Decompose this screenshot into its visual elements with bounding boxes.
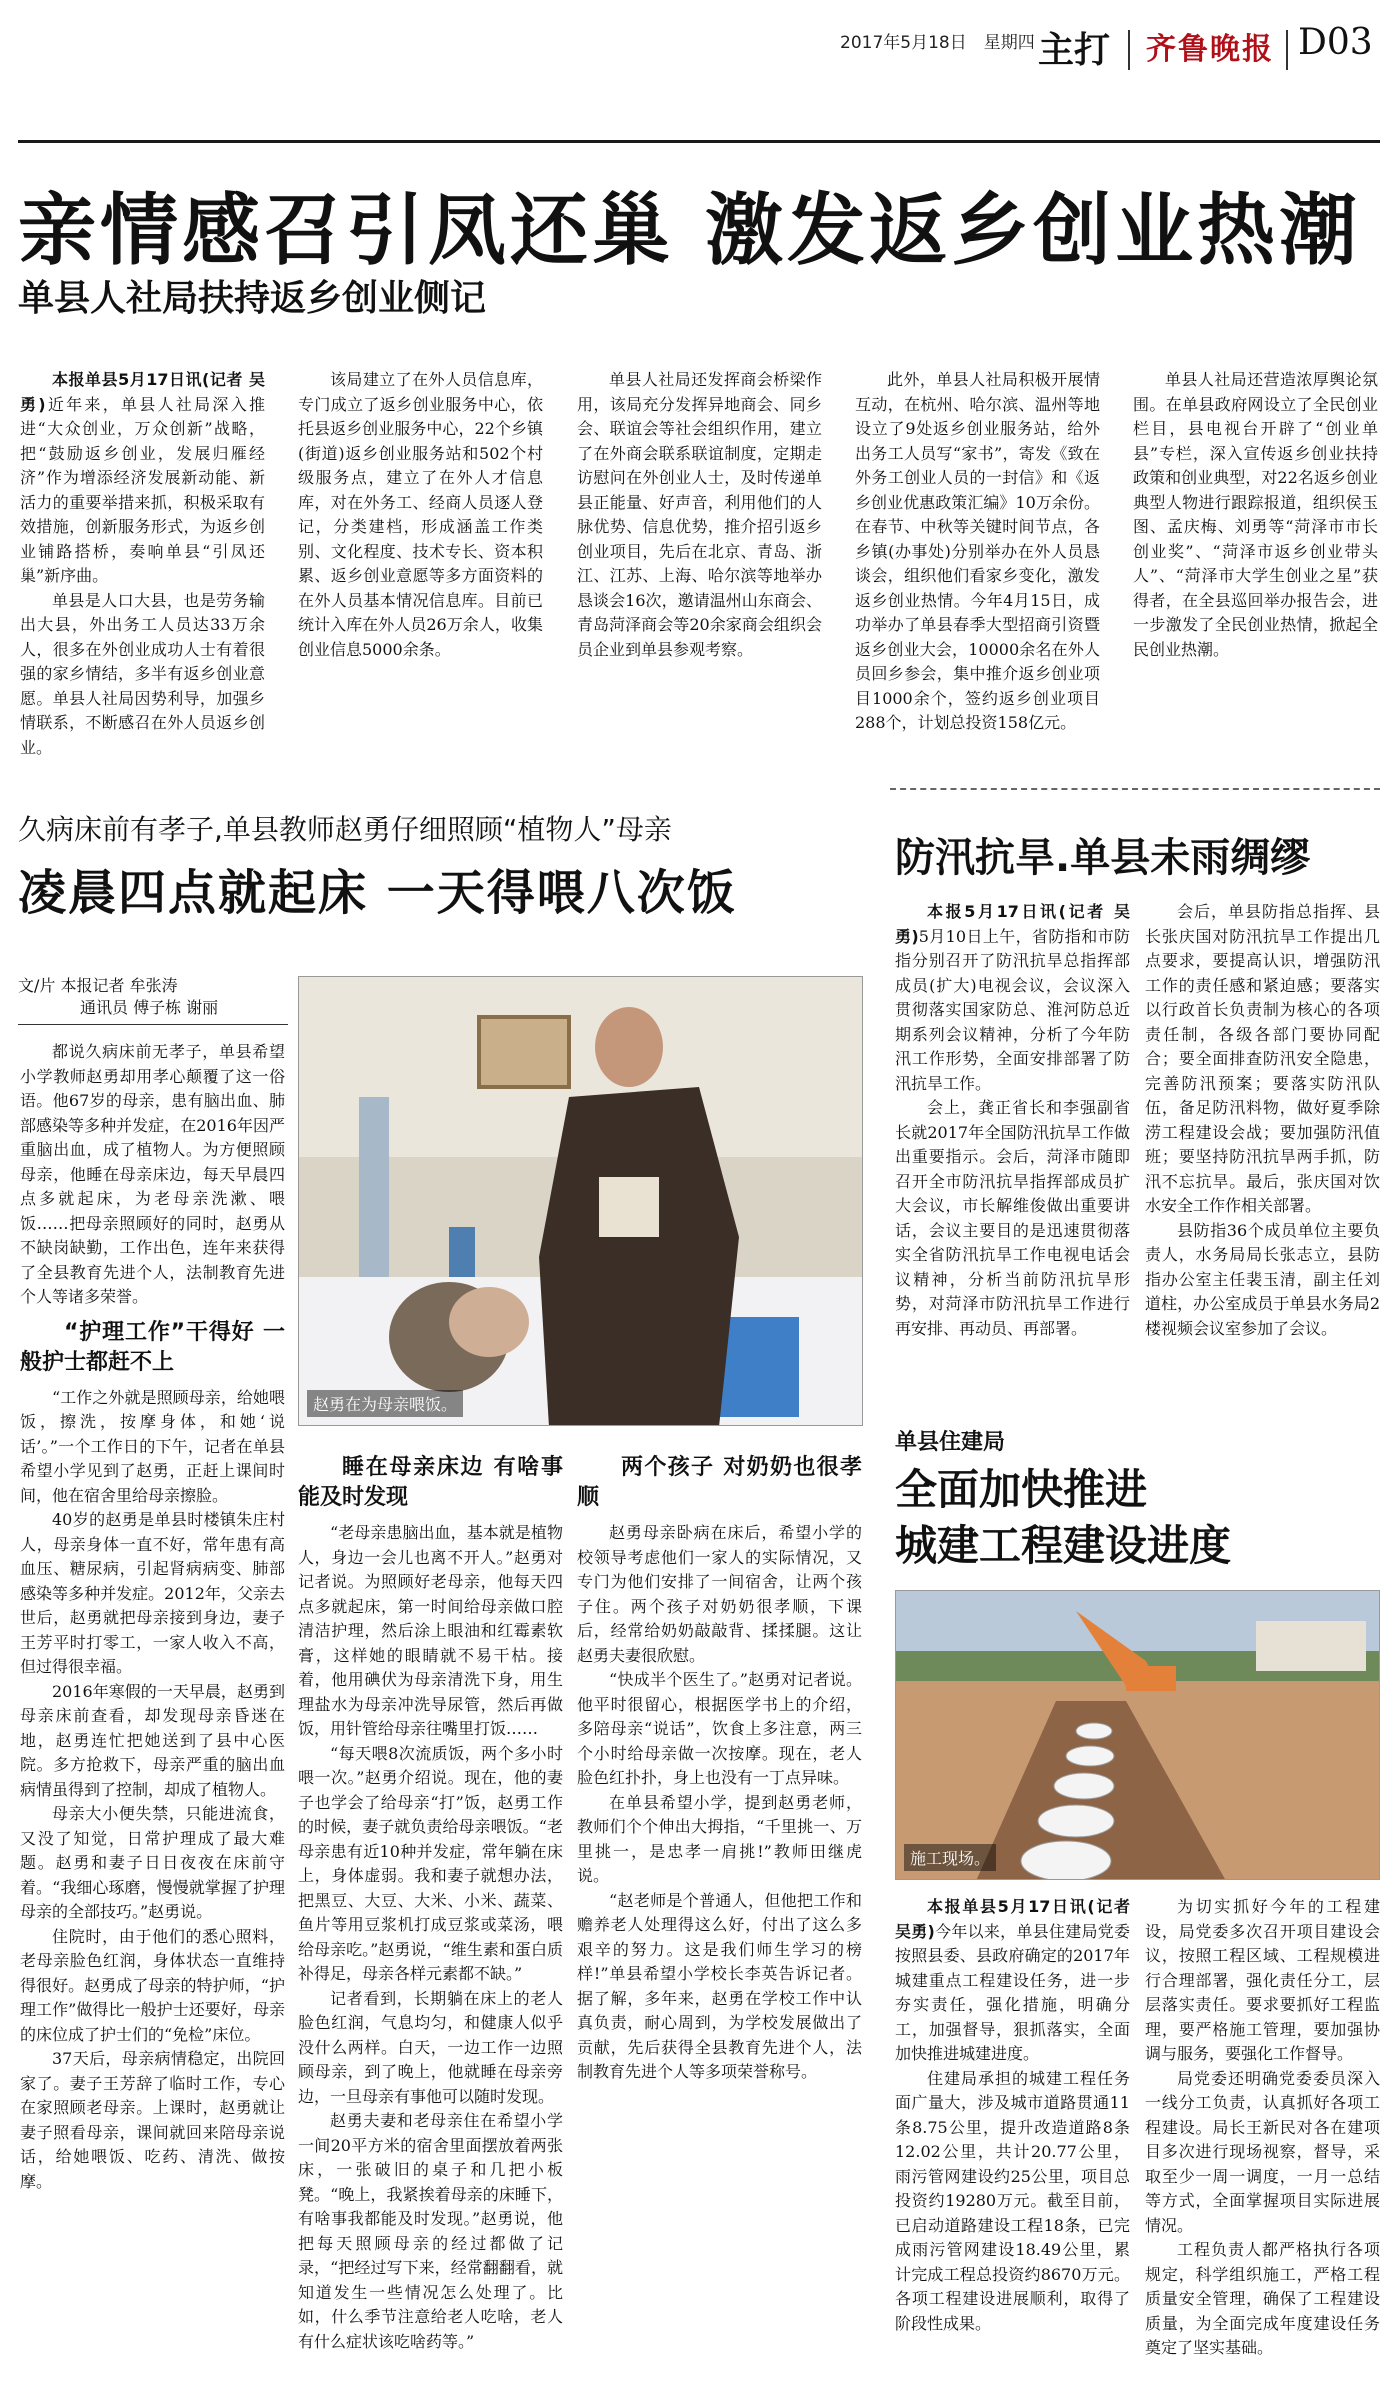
- masthead: [0, 18, 1395, 78]
- story3-byline: 本报5月17日讯(记者 吴勇): [895, 902, 1130, 946]
- lead-column-4: [855, 368, 1100, 768]
- lead-column-1: 本报单县5月17日讯(记者 吴勇)近年来，单县人社局深入推进“大众创业，万众创新”战略，把“鼓励返乡创业，发展归雁经济”作为增添经济发展新动能、新活力的重要举措来抓，积极采取有效措施，创新服务形式，为返乡创业铺路搭桥，奏响单县“引凤还巢”新序曲。 单县是人口大县，也是劳务输出大县，外出务工人员达33万余人，很多在外创业成功人士有着很强的家乡情结，多半有返乡创业意愿。单县人社局因势利导，加强乡情联系，不断感召在外人员返乡创业。: [20, 368, 265, 768]
- issue-date: 2017年5月18日 星期四: [840, 33, 1035, 53]
- photo-caption: 施工现场。: [904, 1844, 996, 1871]
- story2-column-3: 两个孩子 对奶奶也很孝顺 赵勇母亲卧病在床后，希望小学的校领导考虑他们一家人的实际情况，又专门为他们安排了一间宿舍，让两个孩子住。两个孩子对奶奶很孝顺，下课后，经常给奶奶敲敲背、揉揉腿。这让赵勇夫妻很欣慰。 “快成半个医生了。”赵勇对记者说。他平时很留心，根据医学书上的介绍，多陪母亲“说话”，饮食上多注意，两三个小时给母亲做一次按摩。现在，老人脸色红扑扑，身上也没有一丁点异味。 在单县希望小学，提到赵勇老师，教师们个个伸出大拇指，“千里挑一、万里挑一，是忠孝一肩挑!”教师田继虎说。 “赵老师是个普通人，但他把工作和赡养老人处理得这么好，付出了这么多艰辛的努力。这是我们师生学习的榜样!”单县希望小学校长李英告诉记者。据了解，多年来，赵勇在学校工作中认真负责，耐心周到，为学校发展做出了贡献，先后获得全县教育先进个人，法制教育先进个人等多项荣誉称号。: [577, 1455, 862, 2081]
- construction-photo: [895, 1590, 1380, 1880]
- page-number: D03: [1298, 22, 1373, 63]
- lead-byline: 本报单县5月17日讯(记者 吴勇): [20, 370, 265, 414]
- mother-care-photo: [298, 976, 863, 1426]
- story2-subhead-3: 两个孩子 对奶奶也很孝顺: [577, 1455, 862, 1510]
- photo-illustration: [299, 977, 863, 1426]
- story2-column-1: 都说久病床前无孝子，单县希望小学教师赵勇却用孝心颠覆了这一俗语。他67岁的母亲，患有脑出血、肺部感染等多种并发症，在2016年因严重脑出血，成了植物人。为方便照顾母亲，他睡在母亲床边，每天早晨四点多就起床，为老母亲洗漱、喂饭……把母亲照顾好的同时，赵勇从不缺岗缺勤，工作出色，连年来获得了全县教育先进个人，法制教育先进个人等诸多荣誉。 “护理工作”干得好 一般护士都赶不上 “工作之外就是照顾母亲，给她喂饭，擦洗，按摩身体，和她‘说话’。”一个工作日的下午，记者在单县希望小学见到了赵勇，正赶上课间时间，他在宿舍里给母亲擦脸。 40岁的赵勇是单县时楼镇朱庄村人，母亲身体一直不好，常年患有高血压、糖尿病，引起肾病病变、肺部感染等多种并发症。2012年，父亲去世后，赵勇就把母亲接到身边，妻子王芳平时打零工，一家人收入不高，但过得很幸福。 2016年寒假的一天早晨，赵勇到母亲床前查看，却发现母亲昏迷在地，赵勇连忙把她送到了县中心医院。多方抢救下，母亲严重的脑出血病情虽得到了控制，却成了植物人。 母亲大小便失禁，只能进流食，又没了知觉，日常护理成了最大难题。赵勇和妻子日日夜夜在床前守着。“我细心琢磨，慢慢就掌握了护理母亲的全部技巧。”赵勇说。 住院时，由于他们的悉心照料，老母亲脸色红润，身体状态一直维持得很好。赵勇成了母亲的特护师，“护理工作”做得比一般护士还要好，母亲的床位成了护士们的“免检”床位。 37天后，母亲病情稳定，出院回家了。妻子王芳辞了临时工作，专心在家照顾老母亲。上课时，赵勇就让妻子照看母亲，课间就回来陪母亲说话，给她喂饭、吃药、清洗、做按摩。: [20, 1042, 285, 2191]
- credit-rule: [18, 1024, 288, 1025]
- photo-illustration: [896, 1591, 1380, 1880]
- top-rule: [18, 140, 1380, 143]
- lead-subheadline: 单县人社局扶持返乡创业侧记: [18, 278, 487, 319]
- story4-headline: 全面加快推进 城建工程建设进度: [895, 1465, 1232, 1570]
- section-name: 主打: [1038, 30, 1111, 71]
- lead-paragraph: 此外，单县人社局积极开展情互动，在杭州、哈尔滨、温州等地设立了9处返乡创业服务站，给外出务工人员写“家书”，寄发《致在外务工创业人员的一封信》和《返乡创业优惠政策汇编》10万余份。在春节、中秋等关键时间节点，各乡镇(办事处)分别举办在外人员恳谈会，组织他们看家乡变化，激发返乡创业热情。今年4月15日，成功举办了单县春季大型招商引资暨返乡创业大会，10000余名在外人员回乡参会，集中推介返乡创业项目1000余个，签约返乡创业项目288个，计划总投资158亿元。: [855, 370, 1100, 732]
- story4-column-2: 为切实抓好今年的工程建设，局党委多次召开项目建设会议，按照工程区域、工程规模进行合理部署，强化责任分工，层层落实责任。要求要抓好工程监理，要严格施工管理，要加强协调与服务，要强化工作督导。 局党委还明确党委委员深入一线分工负责，认真抓好各项工程建设。局长王新民对各在建项目多次进行现场视察，督导，采取至少一周一调度，一月一总结等方式，全面掌握项目实际进展情况。 工程负责人都严格执行各项规定，科学组织施工，严格工程质量安全管理，确保了工程建设质量，为全面完成年度建设任务奠定了坚实基础。: [1145, 1897, 1380, 2357]
- lead-paragraph: 单县人社局还营造浓厚舆论氛围。在单县政府网设立了全民创业栏目，县电视台开辟了“创业单县”专栏，深入宣传返乡创业扶持政策和创业典型，对22名返乡创业典型人物进行跟踪报道，组织侯玉图、孟庆梅、刘勇等“菏泽市市长创业奖”、“菏泽市返乡创业带头人”、“菏泽市大学生创业之星”获得者，在全县巡回举办报告会，进一步激发了全民创业热情，掀起全民创业热潮。: [1133, 370, 1378, 659]
- story2-column-2: 睡在母亲床边 有啥事能及时发现 “老母亲患脑出血，基本就是植物人，身边一会儿也离不开人。”赵勇对记者说。为照顾好老母亲，他每天四点多就起床，第一时间给母亲做口腔清洁护理，然后涂上眼油和红霉素软膏，这样她的眼睛就不易干枯。接着，他用碘伏为母亲清洗下身，用生理盐水为母亲冲洗导尿管，然后再做饭，用针管给母亲往嘴里打饭…… “每天喂8次流质饭，两个多小时喂一次。”赵勇介绍说。现在，他的妻子也学会了给母亲“打”饭，赵勇工作的时候，妻子就负责给母亲喂饭。“老母亲患有近10种并发症，常年躺在床上，身体虚弱。我和妻子就想办法，把黑豆、大豆、大米、小米、蔬菜、鱼片等用豆浆机打成豆浆或菜汤，喂给母亲吃。”赵勇说，“维生素和蛋白质补得足，母亲各样元素都不缺。” 记者看到，长期躺在床上的老人脸色红润，气息均匀，和健康人似乎没什么两样。白天，一边工作一边照顾母亲，到了晚上，他就睡在母亲旁边，一旦母亲有事他可以随时发现。 赵勇夫妻和老母亲住在希望小学一间20平方米的宿舍里面摆放着两张床，一张破旧的桌子和几把小板凳。“晚上，我紧挨着母亲的床睡下，有啥事我都能及时发现。”赵勇说，他把每天照顾母亲的经过都做了记录，“把经过写下来，经常翻翻看，就知道发生一些情况怎么处理了。比如，什么季节注意给老人吃啥，老人有什么症状该吃啥药等。”: [298, 1455, 563, 2351]
- lead-paragraph: 单县人社局还发挥商会桥梁作用，该局充分发挥异地商会、同乡会、联谊会等社会组织作用，建立了在外商会联系联谊制度，定期走访慰问在外创业人士，及时传递单县正能量、好声音，利用他们的人脉优势、信息优势，推介招引返乡创业项目，先后在北京、青岛、浙江、江苏、上海、哈尔滨等地举办恳谈会16次，邀请温州山东商会、青岛菏泽商会等20余家商会组织会员企业到单县参观考察。: [577, 370, 822, 659]
- story2-credit: 文/片 本报记者 牟张涛 通讯员 傅子栋 谢丽: [18, 976, 219, 1017]
- lead-paragraph: 单县是人口大县，也是劳务输出大县，外出务工人员达33万余人，很多在外创业成功人士有着很强的家乡情结，多半有返乡创业意愿。单县人社局因势利导，加强乡情联系，不断感召在外人员返乡创业。: [20, 590, 265, 757]
- lead-column-5: [1133, 368, 1378, 768]
- lead-column-3: [577, 368, 822, 768]
- story4-byline: 本报单县5月17日讯(记者 吴勇): [895, 1897, 1130, 1941]
- story3-column-1: 本报5月17日讯(记者 吴勇)5月10日上午，省防指和市防指分别召开了防汛抗旱总指挥部成员(扩大)电视会议，会议深入贯彻落实国家防总、淮河防总近期系列会议精神，分析了今年防汛工作形势，全面安排部署了防汛抗旱工作。 会上，龚正省长和李强副省长就2017年全国防汛抗旱工作做出重要指示。会后，菏泽市随即召开全市防汛抗旱指挥部成员扩大会议，市长解维俊做出重要讲话，会议主要目的是迅速贯彻落实全省防汛抗旱工作电视电话会议精神，分析当前防汛抗旱形势，对菏泽市防汛抗旱工作进行再安排、再动员、再部署。: [895, 902, 1130, 1338]
- story2-kicker: 久病床前有孝子,单县教师赵勇仔细照顾“植物人”母亲: [18, 813, 672, 846]
- story3-column-2: 会后，单县防指总指挥、县长张庆国对防汛抗旱工作提出几点要求，要提高认识，增强防汛工作的责任感和紧迫感；要落实以行政首长负责制为核心的各项责任制，各级各部门要协同配合；要全面排查防汛安全隐患，完善防汛预案；要落实防汛队伍，备足防汛料物，做好夏季除涝工程建设会战；要加强防汛值班；要坚持防汛抗旱两手抓，防汛不忘抗旱。最后，张庆国对饮水安全工作作相关部署。 县防指36个成员单位主要负责人，水务局局长张志立，县防指办公室主任裴玉清，副主任刘道柱，办公室成员于单县水务局2楼视频会议室参加了会议。: [1145, 902, 1380, 1338]
- paper-logo: 齐鲁晚报: [1146, 32, 1274, 67]
- photo-caption: 赵勇在为母亲喂饭。: [307, 1390, 463, 1417]
- story2-headline: 凌晨四点就起床 一天得喂八次饭: [18, 865, 737, 921]
- masthead-divider: [1128, 30, 1130, 70]
- story3-headline: 防汛抗旱.单县未雨绸缪: [895, 835, 1311, 881]
- story4-column-1: 本报单县5月17日讯(记者 吴勇)今年以来，单县住建局党委按照县委、县政府确定的2017年城建重点工程建设任务，进一步夯实责任，强化措施，明确分工，加强督导，狠抓落实，全面加快推进城建进度。 住建局承担的城建工程任务面广量大，涉及城市道路贯通11条8.75公里，提升改造道路8条12.02公里，共计20.77公里，雨污管网建设约25公里，项目总投资约19280万元。截至目前，已启动道路建设工程18条，已完成雨污管网建设18.49公里，累计完成工程总投资约8670万元。各项工程建设进展顺利，取得了阶段性成果。: [895, 1897, 1130, 2333]
- section-divider: [890, 788, 1380, 790]
- lead-headline: 亲情感召引凤还巢 激发返乡创业热潮: [18, 186, 1362, 276]
- story2-subhead-1: “护理工作”干得好 一般护士都赶不上: [20, 1319, 285, 1375]
- lead-column-2: [298, 368, 543, 768]
- story4-kicker: 单县住建局: [895, 1430, 1006, 1455]
- masthead-divider: [1286, 30, 1288, 70]
- story2-subhead-2: 睡在母亲床边 有啥事能及时发现: [298, 1455, 563, 1510]
- lead-paragraph: 该局建立了在外人员信息库，专门成立了返乡创业服务中心，依托县返乡创业服务中心，22个乡镇(街道)返乡创业服务站和502个村级服务点，建立了在外人才信息库，对在外务工、经商人员逐人登记，分类建档，形成涵盖工作类别、文化程度、技术专长、资本积累、返乡创业意愿等多方面资料的在外人员基本情况信息库。目前已统计入库在外人员26万余人，收集创业信息5000余条。: [298, 370, 543, 659]
